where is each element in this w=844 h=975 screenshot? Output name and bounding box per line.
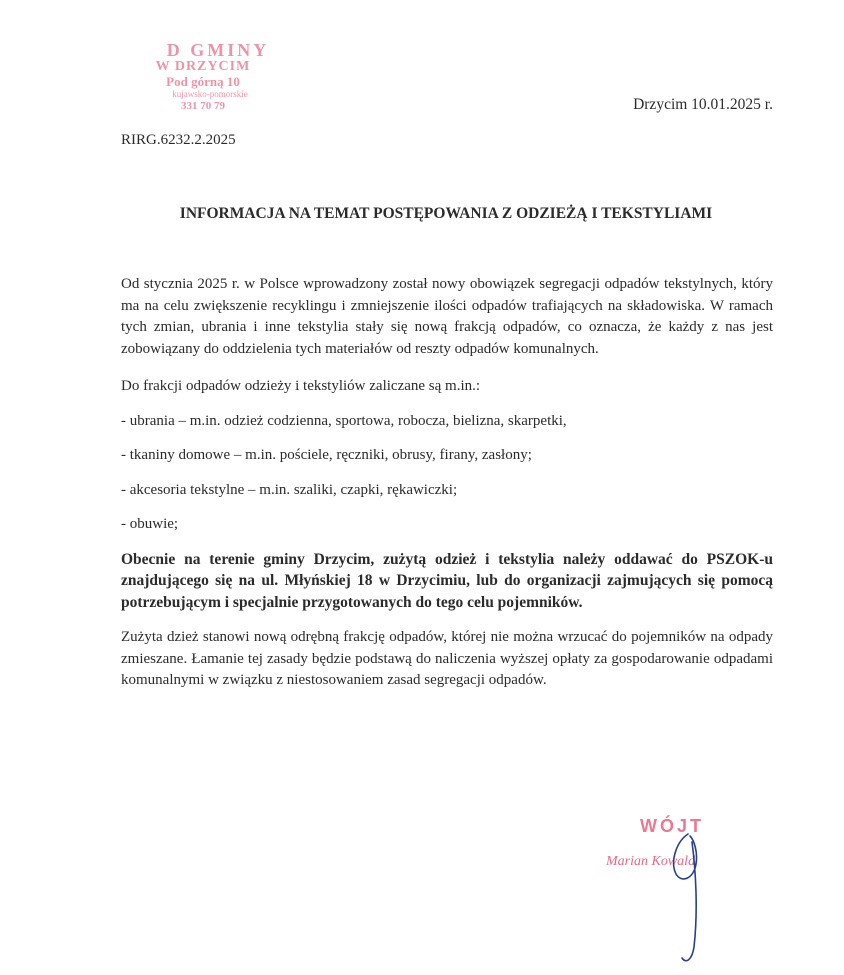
handwritten-signature-icon [636, 812, 756, 972]
list-intro: Do frakcji odpadów odzieży i tekstyliów zaliczane są m.in.: [121, 378, 481, 394]
list-item: - akcesoria tekstylne – m.in. szaliki, czapki, rękawiczki; [121, 481, 458, 498]
stamp-line-5: 331 70 79 [181, 100, 225, 112]
office-stamp [118, 40, 288, 125]
signature-name: Marian Kowald [606, 854, 696, 869]
document-body [121, 274, 773, 692]
signature-title: WÓJT [640, 816, 704, 836]
document-title: INFORMACJA NA TEMAT POSTĘPOWANIA Z ODZIEŻĄ I TEKSTYLIAMI [179, 205, 713, 222]
list-item: - obuwie; [121, 516, 179, 532]
list-item: - ubrania – m.in. odzież codzienna, sportowa, robocza, bielizna, skarpetki, [121, 412, 567, 429]
signature-block [596, 812, 776, 972]
stamp-line-1: D GMINY [166, 40, 270, 60]
intro-paragraph: Od stycznia 2025 r. w Polsce wprowadzony został nowy obowiązek segregacji odpadów tekstylnych, który ma na celu zwiększenie recyklingu i zmniejszenie ilości odpadów trafiających na składowiska. W ramach tych zmian, ubrania i inne tekstylia stały się nową frakcją odpadów, co oznacza, że każdy z nas jest zobowiązany do oddzielenia tych materiałów od reszty odpadów komunalnych. [121, 276, 773, 357]
closing-paragraph: Zużyta dzież stanowi nową odrębną frakcję odpadów, której nie można wrzucać do pojemników na odpady zmieszane. Łamanie tej zasady będzie podstawą do naliczenia wyższej opłaty za gospodarowanie odpadami komunalnymi w związku z niestosowaniem zasad segregacji odpadów. [121, 629, 773, 688]
stamp-line-4: kujawsko-pomorskie [172, 89, 248, 99]
bold-notice: Obecnie na terenie gminy Drzycim, zużytą odzież i tekstylia należy oddawać do PSZOK-u znajdującego się na ul. Młyńskiej 18 w Drzycimiu, lub do organizacji zajmujących się pomocą potrzebującym i specjalnie przygotowanych do tego celu pojemników. [121, 550, 773, 611]
reference-number: RIRG.6232.2.2025 [121, 132, 236, 148]
stamp-line-3: Pod górną 10 [166, 74, 240, 89]
place-date: Drzycim 10.01.2025 r. [633, 96, 773, 113]
list-item: - tkaniny domowe – m.in. pościele, ręczniki, obrusy, firany, zasłony; [121, 447, 532, 463]
stamp-line-2: W DRZYCIM [155, 59, 251, 74]
